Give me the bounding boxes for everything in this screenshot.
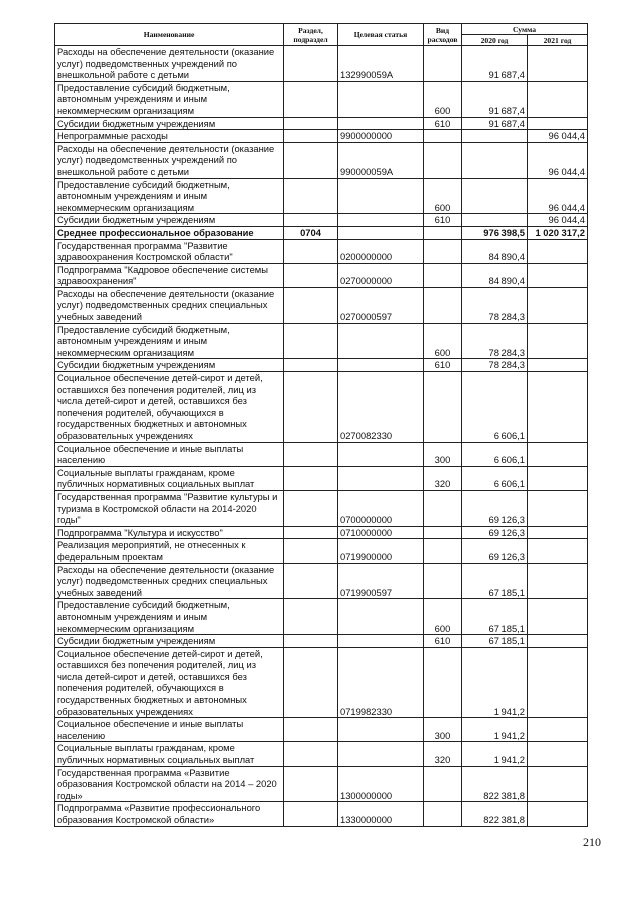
cell-expense-type bbox=[424, 563, 462, 599]
cell-article bbox=[338, 718, 424, 742]
cell-expense-type: 600 bbox=[424, 178, 462, 214]
cell-expense-type bbox=[424, 802, 462, 826]
cell-name: Субсидии бюджетным учреждениям bbox=[55, 214, 284, 227]
table-row bbox=[55, 526, 588, 539]
cell-name: Предоставление субсидий бюджетным, автономным учреждениям и иным некоммерческим организациям bbox=[55, 81, 284, 117]
cell-sum-2020 bbox=[462, 142, 528, 178]
cell-sum-2021 bbox=[528, 718, 588, 742]
cell-name: Расходы на обеспечение деятельности (оказание услуг) подведомственных учреждений по внешкольной работе с детьми bbox=[55, 142, 284, 178]
table-row bbox=[55, 742, 588, 766]
cell-article bbox=[338, 81, 424, 117]
cell-section bbox=[284, 802, 338, 826]
cell-section bbox=[284, 466, 338, 490]
cell-expense-type: 320 bbox=[424, 742, 462, 766]
cell-article: 0200000000 bbox=[338, 239, 424, 263]
cell-section bbox=[284, 718, 338, 742]
table-row bbox=[55, 442, 588, 466]
cell-section bbox=[284, 647, 338, 718]
cell-sum-2020: 1 941,2 bbox=[462, 647, 528, 718]
cell-section bbox=[284, 442, 338, 466]
cell-name: Подпрограмма «Развитие профессионального образования Костромской области» bbox=[55, 802, 284, 826]
cell-article: 1300000000 bbox=[338, 766, 424, 802]
cell-name: Субсидии бюджетным учреждениям bbox=[55, 117, 284, 130]
cell-name: Социальные выплаты гражданам, кроме публичных нормативных социальных выплат bbox=[55, 742, 284, 766]
header-year-2020: 2020 год bbox=[462, 35, 528, 46]
table-row bbox=[55, 214, 588, 227]
cell-name: Субсидии бюджетным учреждениям bbox=[55, 359, 284, 372]
cell-expense-type: 300 bbox=[424, 442, 462, 466]
cell-article: 990000059А bbox=[338, 142, 424, 178]
cell-section bbox=[284, 563, 338, 599]
table-header bbox=[55, 24, 588, 46]
cell-expense-type bbox=[424, 526, 462, 539]
cell-expense-type bbox=[424, 490, 462, 526]
cell-article bbox=[338, 442, 424, 466]
cell-section bbox=[284, 130, 338, 143]
cell-sum-2020: 67 185,1 bbox=[462, 563, 528, 599]
cell-sum-2020: 69 126,3 bbox=[462, 539, 528, 563]
cell-expense-type: 610 bbox=[424, 635, 462, 648]
cell-sum-2021 bbox=[528, 539, 588, 563]
cell-name: Подпрограмма "Культура и искусство" bbox=[55, 526, 284, 539]
cell-sum-2021 bbox=[528, 442, 588, 466]
cell-section bbox=[284, 635, 338, 648]
cell-section bbox=[284, 46, 338, 82]
cell-article bbox=[338, 214, 424, 227]
cell-expense-type: 600 bbox=[424, 81, 462, 117]
cell-sum-2020: 84 890,4 bbox=[462, 263, 528, 287]
cell-expense-type bbox=[424, 766, 462, 802]
cell-expense-type bbox=[424, 647, 462, 718]
table-row bbox=[55, 466, 588, 490]
table-row bbox=[55, 766, 588, 802]
cell-expense-type bbox=[424, 239, 462, 263]
table-row bbox=[55, 142, 588, 178]
cell-article: 1330000000 bbox=[338, 802, 424, 826]
table-row bbox=[55, 372, 588, 443]
cell-sum-2020: 91 687,4 bbox=[462, 46, 528, 82]
cell-article bbox=[338, 323, 424, 359]
cell-section bbox=[284, 117, 338, 130]
cell-article: 0700000000 bbox=[338, 490, 424, 526]
table-row bbox=[55, 563, 588, 599]
cell-section bbox=[284, 263, 338, 287]
cell-sum-2020: 69 126,3 bbox=[462, 526, 528, 539]
cell-sum-2020: 69 126,3 bbox=[462, 490, 528, 526]
table-row bbox=[55, 130, 588, 143]
cell-section bbox=[284, 359, 338, 372]
cell-article: 0270082330 bbox=[338, 372, 424, 443]
page-number: 210 bbox=[583, 835, 601, 849]
cell-expense-type bbox=[424, 539, 462, 563]
table-body bbox=[55, 46, 588, 827]
cell-sum-2020: 6 606,1 bbox=[462, 372, 528, 443]
cell-article bbox=[338, 466, 424, 490]
cell-name: Непрограммные расходы bbox=[55, 130, 284, 143]
cell-sum-2021: 96 044,4 bbox=[528, 142, 588, 178]
header-article: Целевая статья bbox=[338, 24, 424, 46]
cell-sum-2020 bbox=[462, 214, 528, 227]
cell-article: 9900000000 bbox=[338, 130, 424, 143]
cell-expense-type bbox=[424, 130, 462, 143]
cell-expense-type: 610 bbox=[424, 117, 462, 130]
cell-sum-2021: 96 044,4 bbox=[528, 130, 588, 143]
table-row bbox=[55, 490, 588, 526]
cell-sum-2020: 67 185,1 bbox=[462, 599, 528, 635]
cell-sum-2021 bbox=[528, 466, 588, 490]
cell-expense-type bbox=[424, 46, 462, 82]
cell-sum-2020: 91 687,4 bbox=[462, 81, 528, 117]
cell-sum-2020: 1 941,2 bbox=[462, 718, 528, 742]
cell-expense-type bbox=[424, 287, 462, 323]
cell-sum-2021: 96 044,4 bbox=[528, 178, 588, 214]
cell-article: 0719900000 bbox=[338, 539, 424, 563]
cell-article bbox=[338, 117, 424, 130]
cell-sum-2020 bbox=[462, 130, 528, 143]
cell-expense-type bbox=[424, 142, 462, 178]
cell-section bbox=[284, 372, 338, 443]
header-section: Раздел, подраздел bbox=[284, 24, 338, 46]
cell-name: Расходы на обеспечение деятельности (оказание услуг) подведомственных средних специальных учебных заведений bbox=[55, 563, 284, 599]
table-row bbox=[55, 287, 588, 323]
cell-expense-type: 300 bbox=[424, 718, 462, 742]
cell-sum-2021 bbox=[528, 490, 588, 526]
cell-sum-2021 bbox=[528, 635, 588, 648]
cell-sum-2021 bbox=[528, 647, 588, 718]
table-row bbox=[55, 46, 588, 82]
cell-sum-2021 bbox=[528, 46, 588, 82]
cell-section bbox=[284, 539, 338, 563]
cell-article: 0270000000 bbox=[338, 263, 424, 287]
cell-article bbox=[338, 742, 424, 766]
cell-name: Социальное обеспечение детей-сирот и детей, оставшихся без попечения родителей, лиц из числа детей-сирот и детей, оставшихся без попечения родителей, обучающихся в государственных бюджетных и автономных образовательных учреждениях bbox=[55, 372, 284, 443]
cell-name: Государственная программа «Развитие образования Костромской области на 2014 – 2020 годы» bbox=[55, 766, 284, 802]
cell-sum-2021 bbox=[528, 287, 588, 323]
cell-name: Расходы на обеспечение деятельности (оказание услуг) подведомственных средних специальных учебных заведений bbox=[55, 287, 284, 323]
cell-expense-type: 610 bbox=[424, 214, 462, 227]
cell-sum-2020 bbox=[462, 178, 528, 214]
cell-sum-2021: 96 044,4 bbox=[528, 214, 588, 227]
cell-sum-2020: 78 284,3 bbox=[462, 359, 528, 372]
cell-sum-2020: 84 890,4 bbox=[462, 239, 528, 263]
cell-article: 132990059А bbox=[338, 46, 424, 82]
cell-expense-type: 600 bbox=[424, 323, 462, 359]
cell-article bbox=[338, 226, 424, 239]
cell-sum-2021 bbox=[528, 81, 588, 117]
cell-name: Государственная программа "Развитие здравоохранения Костромской области" bbox=[55, 239, 284, 263]
cell-name: Социальное обеспечение детей-сирот и детей, оставшихся без попечения родителей, лиц из числа детей-сирот и детей, оставшихся без попечения родителей, обучающихся в государственных бюджетных и автономных образовательных учреждениях bbox=[55, 647, 284, 718]
cell-article bbox=[338, 599, 424, 635]
table-row bbox=[55, 359, 588, 372]
cell-article: 0270000597 bbox=[338, 287, 424, 323]
cell-article: 0710000000 bbox=[338, 526, 424, 539]
header-sum: Сумма bbox=[462, 24, 588, 35]
cell-sum-2020: 78 284,3 bbox=[462, 287, 528, 323]
cell-sum-2020: 976 398,5 bbox=[462, 226, 528, 239]
cell-section bbox=[284, 178, 338, 214]
cell-expense-type bbox=[424, 263, 462, 287]
cell-section bbox=[284, 239, 338, 263]
cell-expense-type: 600 bbox=[424, 599, 462, 635]
cell-name: Социальные выплаты гражданам, кроме публичных нормативных социальных выплат bbox=[55, 466, 284, 490]
table-row bbox=[55, 178, 588, 214]
cell-sum-2021 bbox=[528, 359, 588, 372]
table-row bbox=[55, 635, 588, 648]
table-row bbox=[55, 718, 588, 742]
cell-name: Социальное обеспечение и иные выплаты населению bbox=[55, 718, 284, 742]
table-row bbox=[55, 802, 588, 826]
table-row bbox=[55, 226, 588, 239]
table-row bbox=[55, 323, 588, 359]
cell-name: Социальное обеспечение и иные выплаты населению bbox=[55, 442, 284, 466]
cell-name: Предоставление субсидий бюджетным, автономным учреждениям и иным некоммерческим организациям bbox=[55, 178, 284, 214]
cell-sum-2021 bbox=[528, 263, 588, 287]
cell-expense-type: 610 bbox=[424, 359, 462, 372]
table-row bbox=[55, 599, 588, 635]
header-year-2021: 2021 год bbox=[528, 35, 588, 46]
cell-section bbox=[284, 214, 338, 227]
cell-section: 0704 bbox=[284, 226, 338, 239]
cell-expense-type bbox=[424, 226, 462, 239]
cell-sum-2021 bbox=[528, 802, 588, 826]
header-name: Наименование bbox=[55, 24, 284, 46]
header-expense-type: Вид расходов bbox=[424, 24, 462, 46]
cell-name: Субсидии бюджетным учреждениям bbox=[55, 635, 284, 648]
cell-name: Среднее профессиональное образование bbox=[55, 226, 284, 239]
cell-expense-type bbox=[424, 372, 462, 443]
cell-section bbox=[284, 323, 338, 359]
cell-article: 0719982330 bbox=[338, 647, 424, 718]
cell-sum-2021 bbox=[528, 742, 588, 766]
cell-sum-2021 bbox=[528, 526, 588, 539]
cell-name: Предоставление субсидий бюджетным, автономным учреждениям и иным некоммерческим организациям bbox=[55, 599, 284, 635]
cell-section bbox=[284, 142, 338, 178]
table-row bbox=[55, 647, 588, 718]
cell-name: Подпрограмма "Кадровое обеспечение системы здравоохранения" bbox=[55, 263, 284, 287]
table-row bbox=[55, 117, 588, 130]
cell-article bbox=[338, 635, 424, 648]
table-row bbox=[55, 239, 588, 263]
cell-sum-2021 bbox=[528, 372, 588, 443]
cell-expense-type: 320 bbox=[424, 466, 462, 490]
cell-sum-2021 bbox=[528, 239, 588, 263]
cell-name: Государственная программа "Развитие культуры и туризма в Костромской области на 2014-2020 годы" bbox=[55, 490, 284, 526]
table-row bbox=[55, 263, 588, 287]
cell-sum-2020: 1 941,2 bbox=[462, 742, 528, 766]
cell-sum-2021 bbox=[528, 117, 588, 130]
cell-sum-2020: 6 606,1 bbox=[462, 442, 528, 466]
cell-section bbox=[284, 766, 338, 802]
cell-sum-2020: 822 381,8 bbox=[462, 766, 528, 802]
table-row bbox=[55, 539, 588, 563]
cell-name: Предоставление субсидий бюджетным, автономным учреждениям и иным некоммерческим организациям bbox=[55, 323, 284, 359]
cell-name: Расходы на обеспечение деятельности (оказание услуг) подведомственных учреждений по внешкольной работе с детьми bbox=[55, 46, 284, 82]
cell-section bbox=[284, 599, 338, 635]
cell-sum-2020: 91 687,4 bbox=[462, 117, 528, 130]
cell-sum-2020: 78 284,3 bbox=[462, 323, 528, 359]
table-row bbox=[55, 81, 588, 117]
cell-section bbox=[284, 490, 338, 526]
cell-sum-2021 bbox=[528, 323, 588, 359]
cell-sum-2021 bbox=[528, 563, 588, 599]
cell-sum-2020: 6 606,1 bbox=[462, 466, 528, 490]
cell-section bbox=[284, 526, 338, 539]
cell-sum-2021: 1 020 317,2 bbox=[528, 226, 588, 239]
cell-name: Реализация мероприятий, не отнесенных к федеральным проектам bbox=[55, 539, 284, 563]
cell-sum-2020: 822 381,8 bbox=[462, 802, 528, 826]
cell-sum-2020: 67 185,1 bbox=[462, 635, 528, 648]
cell-section bbox=[284, 287, 338, 323]
cell-article: 0719900597 bbox=[338, 563, 424, 599]
cell-article bbox=[338, 178, 424, 214]
cell-section bbox=[284, 81, 338, 117]
cell-sum-2021 bbox=[528, 599, 588, 635]
cell-section bbox=[284, 742, 338, 766]
cell-sum-2021 bbox=[528, 766, 588, 802]
budget-table bbox=[54, 23, 588, 827]
cell-article bbox=[338, 359, 424, 372]
